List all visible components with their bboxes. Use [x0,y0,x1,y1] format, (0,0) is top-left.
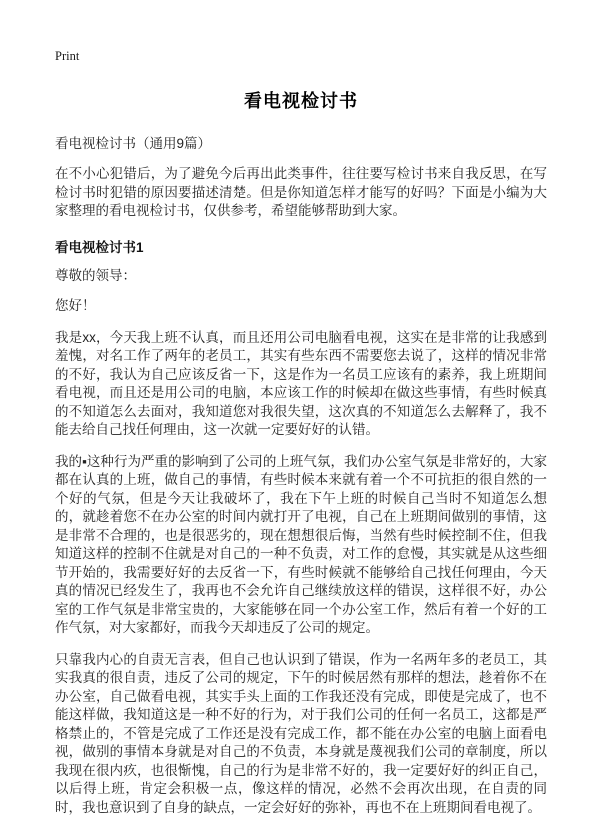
letter-paragraph: 只靠我内心的自责无言表，但自己也认识到了错误，作为一名两年多的老员工，其实我真的很自责，违反了公司的规定，下午的时候居然有那样的想法，趁着你不在办公室，自己做看电视，其实手头上面的工作我还没有完成，即使是完成了，也不能这样做，我知道这是一种不好的行为，对于我们公司的任何一名员工，这都是严格禁止的，不管是完成了工作还是没有完成工作，都不能在办公室的电脑上面看电视，做别的事情本身就是对自己的不负责，本身就是蔑视我们公司的章制度，所以我现在很内疚，也很惭愧，自己的行为是非常不好的，我一定要好好的纠正自己，以后得上班，肯定会积极一点，像这样的情况，必然不会再次出现，在自责的同时，我也意识到了自身的缺点，一定会好好的弥补，再也不在上班期间看电视了。 [55,651,547,815]
print-button[interactable]: Print [55,49,80,63]
intro-paragraph: 在不小心犯错后，为了避免今后再出此类事件，往往要写检讨书来自我反思，在写检讨书时犯错的原因要描述清楚。但是你知道怎样才能写的好吗？下面是小编为大家整理的看电视检讨书，仅供参考，希望能够帮助到大家。 [55,166,547,218]
page-title: 看电视检讨书 [244,91,358,111]
doc-subtitle: 看电视检讨书（通用9篇） [55,136,212,151]
greeting: 您好！ [55,298,96,313]
letter-paragraph: 我是xx，今天我上班不认真，而且还用公司电脑看电视，这实在是非常的让我感到羞愧，对名工作了两年的老员工，其实有些东西不需要您去说了，这样的情况非常的不好，我认为自己应该反省一下，这是作为一名员工应该有的素养，我上班期间看电视，而且还是用公司的电脑，本应该工作的时候却在做这些事情，有些时候真的不知道怎么去面对，我知道您对我很失望，这次真的不知道怎么去解释了，我不能去给自己找任何理由，这一次就一定要好好的认错。 [55,329,547,437]
letter-paragraph: 我的▪这种行为严重的影响到了公司的上班气氛，我们办公室气氛是非常好的，大家都在认真的上班，做自己的事情，有些时候本来就有着一个不可抗拒的很自然的一个好的气氛，但是今天让我破坏了，我在下午上班的时候自己当时不知道怎么想的，就趁着您不在办公室的时间内就打开了电视，自己在上班期间做别的事情，这是非常不合理的，也是很恶劣的，现在想想很后悔，当然有些时候控制不住，但我知道这样的控制不住就是对自己的一种不负责，对工作的怠慢，其实就是从这些细节开始的，我需要好好的去反省一下，有些时候就不能够给自己找任何理由，今天真的情况已经发生了，我再也不会允许自己继续放这样的错误，这样很不好，办公室的工作气氛是非常宝贵的，大家能够在同一个办公室工作，然后有着一个好的工作气氛，对大家都好，而我今天却违反了公司的规定。 [55,453,547,635]
salutation: 尊敬的领导： [55,268,136,283]
section-heading: 看电视检讨书1 [55,239,144,255]
